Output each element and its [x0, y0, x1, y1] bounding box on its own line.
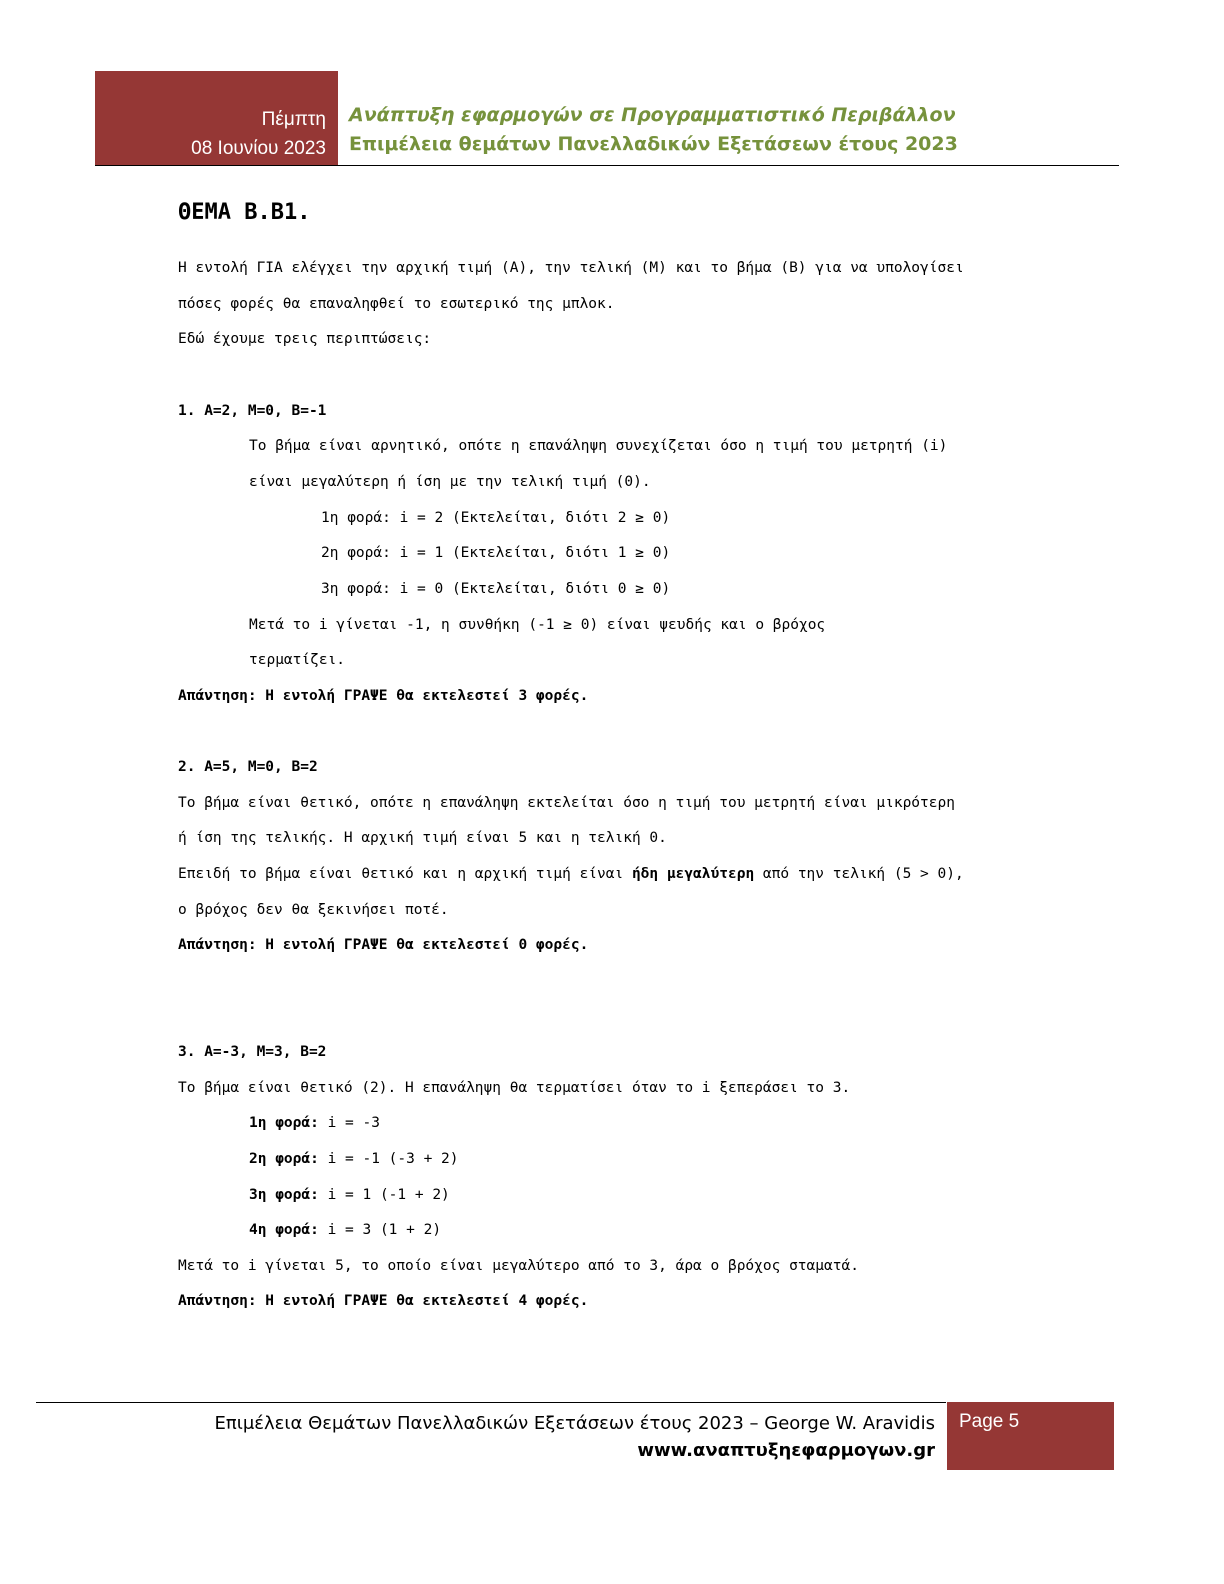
section-title: ΘΕΜΑ Β.Β1. [178, 200, 311, 225]
footer-divider [36, 1402, 946, 1403]
case3-iteration-3 [249, 1187, 450, 1203]
header-title-line1: Ανάπτυξη εφαρμογών σε Προγραμματιστικό Περιβάλλον [349, 104, 956, 126]
case1-iteration-3: 3η φορά: i = 0 (Εκτελείται, διότι 0 ≥ 0) [321, 581, 671, 597]
case2-heading: 2. A=5, M=0, B=2 [178, 759, 318, 775]
header-date-text: 08 Ιουνίου 2023 [191, 138, 326, 159]
case3-answer: Απάντηση: Η εντολή ΓΡΑΨΕ θα εκτελεστεί 4 φορές. [178, 1293, 589, 1309]
case1-iteration-1: 1η φορά: i = 2 (Εκτελείται, διότι 2 ≥ 0) [321, 510, 671, 526]
case1-after-1: Μετά το i γίνεται -1, η συνθήκη (-1 ≥ 0) είναι ψευδής και ο βρόχος [249, 617, 826, 633]
case2-p3-before: Επειδή το βήμα είναι θετικό και η αρχική τιμή είναι [178, 866, 632, 882]
page-number: Page 5 [959, 1411, 1020, 1432]
intro-line-2: πόσες φορές θα επαναληφθεί το εσωτερικό της μπλοκ. [178, 296, 615, 312]
intro-line-3: Εδώ έχουμε τρεις περιπτώσεις: [178, 331, 432, 347]
footer-text [215, 1410, 935, 1464]
footer-credit: Επιμέλεια Θεμάτων Πανελλαδικών Εξετάσεων έτους 2023 – George W. Aravidis [214, 1413, 935, 1434]
case1-after-2: τερματίζει. [249, 652, 346, 668]
case1-iteration-2: 2η φορά: i = 1 (Εκτελείται, διότι 1 ≥ 0) [321, 545, 671, 561]
case3-iteration-1-label: 1η φορά: [249, 1115, 319, 1131]
case2-p3-bold: ήδη μεγαλύτερη [631, 866, 755, 882]
case3-iteration-3-label: 3η φορά: [249, 1187, 319, 1203]
header-title-line2: Επιμέλεια θεμάτων Πανελλαδικών Εξετάσεων έτους 2023 [349, 133, 958, 155]
case3-iteration-4-value: i = 3 (1 + 2) [318, 1222, 442, 1238]
case3-paragraph-1: Το βήμα είναι θετικό (2). Η επανάληψη θα τερματίσει όταν το i ξεπεράσει το 3. [178, 1080, 851, 1096]
case3-iteration-4-label: 4η φορά: [249, 1222, 319, 1238]
case3-iteration-3-value: i = 1 (-1 + 2) [318, 1187, 450, 1203]
case2-paragraph-1: Το βήμα είναι θετικό, οπότε η επανάληψη εκτελείται όσο η τιμή του μετρητή είναι μικρότερη [178, 795, 955, 811]
header-date [191, 105, 326, 163]
case2-paragraph-4: ο βρόχος δεν θα ξεκινήσει ποτέ. [178, 902, 449, 918]
header-titles [349, 101, 958, 159]
case3-iteration-2-value: i = -1 (-3 + 2) [318, 1151, 459, 1167]
case3-after: Μετά το i γίνεται 5, το οποίο είναι μεγαλύτερο από το 3, άρα ο βρόχος σταματά. [178, 1258, 859, 1274]
case3-heading: 3. A=-3, M=3, B=2 [178, 1044, 327, 1060]
case3-iteration-1 [249, 1115, 380, 1131]
header-day: Πέμπτη [261, 109, 326, 130]
footer-page-box [947, 1402, 1114, 1470]
case1-answer: Απάντηση: Η εντολή ΓΡΑΨΕ θα εκτελεστεί 3 φορές. [178, 688, 589, 704]
case2-paragraph-3 [178, 866, 964, 882]
header-date-box [95, 71, 338, 166]
case3-iteration-2 [249, 1151, 459, 1167]
case1-paragraph-2: είναι μεγαλύτερη ή ίση με την τελική τιμή (0). [249, 474, 651, 490]
case2-paragraph-2: ή ίση της τελικής. Η αρχική τιμή είναι 5 και η τελική 0. [178, 830, 667, 846]
header-divider [95, 165, 1119, 166]
case3-iteration-1-value: i = -3 [318, 1115, 380, 1131]
case1-paragraph-1: Το βήμα είναι αρνητικό, οπότε η επανάληψη συνεχίζεται όσο η τιμή του μετρητή (i) [249, 438, 948, 454]
footer-website: www.αναπτυξηεφαρμογων.gr [637, 1440, 935, 1461]
case3-iteration-2-label: 2η φορά: [249, 1151, 319, 1167]
case2-p3-after: από την τελική (5 > 0), [754, 866, 964, 882]
case2-answer: Απάντηση: Η εντολή ΓΡΑΨΕ θα εκτελεστεί 0 φορές. [178, 937, 589, 953]
case3-iteration-4 [249, 1222, 441, 1238]
case1-heading: 1. A=2, M=0, B=-1 [178, 403, 327, 419]
intro-line-1: Η εντολή ΓΙΑ ελέγχει την αρχική τιμή (Α), την τελική (Μ) και το βήμα (Β) για να υπολογίσει [178, 260, 964, 276]
